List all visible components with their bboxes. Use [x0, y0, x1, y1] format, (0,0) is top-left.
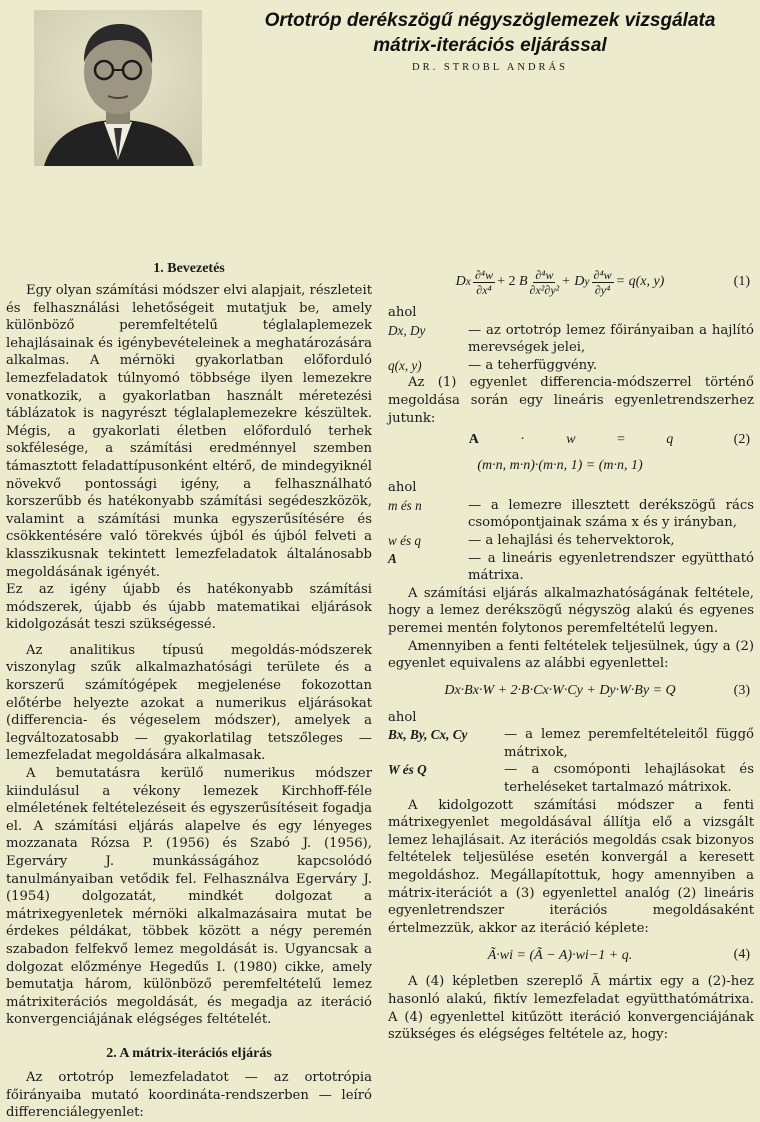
eq2-dims: (m·n, m·n)·(m·n, 1) = (m·n, 1)	[477, 458, 643, 474]
author-portrait	[34, 10, 202, 166]
paragraph: A bemutatásra kerülő numerikus módszer kiindulásul a vékony lemezek Kirchhoff-féle elméletének feltételezéseit és egyszerűsítéseit fogadja el. A számítási eljárás alapelve és egy lényeges mozzanata Rózsa P. (1956) és Szabó J. (1956), Egerváry J. munkásságához kapcsolódó tanulmányaiban vetődik fel. Felhasználva Egerváry J. (1954) dolgozatát, mindkét dolgozat a mátrixegyenletek mérnöki alkalmazásaira mutat be érdekes példákat, többek között a négy peremén szabadon felfekvő lemez megoldását is. Ugyancsak a dolgozat előzménye Hegedűs I. (1980) cikke, amely bemutatja három, különböző peremfeltételű lemez mátrixiterációs megoldását, és megadja az iteráció konvergenciájának elégséges feltételét.	[6, 766, 372, 1028]
paragraph: A kidolgozott számítási módszer a fenti mátrixegyenlet megoldásával állítja elő a vizsgált lemez lehajlásait. Az iterációs megoldás csak bizonyos feltételek teljesülése esetén konvergál a keresett megoldáshoz. Megállapítottuk, hogy amennyiben a mátrix-iterációt a (3) egyenlettel analóg (2) lineáris egyenletrendszer iterációs megoldásaként értelmezzük, akkor az iteráció képlete:	[388, 797, 754, 936]
author-name: DR. STROBL ANDRÁS	[412, 62, 568, 73]
article-title-line-1: Ortotróp derékszögű négyszöglemezek vizsgálata	[264, 10, 716, 31]
definition-row	[388, 497, 754, 532]
definition-text: — a csomóponti lehajlásokat és terheléseket tartalmazó mátrixok.	[504, 762, 754, 796]
equation-number: (4)	[733, 947, 750, 963]
eq1-num-1: ∂⁴w	[474, 267, 494, 282]
definition-row	[388, 550, 754, 585]
eq4-body: Ã·wi = (Ã − A)·wi−1 + q.	[487, 947, 633, 963]
definition-text: — a teherfüggvény.	[468, 357, 598, 373]
portrait-photo	[34, 10, 202, 166]
definition-symbol: q(x, y)	[388, 357, 422, 373]
ahol-label: ahol	[388, 709, 417, 725]
paragraph: Az ortotróp lemezfeladatot — az ortotrópia főirányaiba mutató koordináta-rendszerben — leíró differenciálegyenlet:	[6, 1069, 372, 1121]
equation-1	[388, 260, 754, 304]
eq1-den-2: ∂x²∂y²	[529, 282, 560, 297]
ahol-label: ahol	[388, 480, 417, 496]
eq1-Dx: D	[455, 274, 466, 290]
eq1-num-2: ∂⁴w	[535, 267, 554, 282]
definition-symbol: w és q	[388, 532, 421, 548]
eq2-equals: =	[617, 432, 625, 448]
equation-2-dimensions	[388, 453, 754, 479]
definition-row	[388, 322, 754, 357]
eq3-body: Dx·Bx·W + 2·B·Cx·W·Cy + Dy·W·By = Q	[444, 682, 676, 698]
equation-2	[388, 427, 754, 453]
equation-number: (1)	[733, 274, 750, 290]
eq1-frac-2	[530, 268, 560, 297]
definition-row	[388, 357, 754, 375]
eq1-den-3: ∂y⁴	[594, 282, 611, 297]
eq1-plus-2: + D	[561, 274, 585, 290]
eq1-frac-3	[592, 268, 614, 297]
equation-4	[388, 937, 754, 973]
definition-symbol: A	[388, 550, 397, 566]
definition-row	[388, 726, 754, 761]
eq1-frac-1	[473, 268, 495, 297]
definition-text: — a lineáris egyenletrendszer együttható mátrixa.	[468, 550, 754, 584]
equation-3	[388, 673, 754, 709]
definition-text: — az ortotróp lemez főirányaiban a hajlító merevségek jelei,	[468, 322, 754, 356]
eq1-B: B	[518, 274, 528, 290]
eq1-sub-y: y	[584, 275, 590, 289]
section-heading-1: 1. Bevezetés	[153, 261, 225, 276]
section-heading-2: 2. A mátrix-iterációs eljárás	[106, 1045, 272, 1061]
definition-row	[388, 761, 754, 796]
eq1-plus-1: + 2	[497, 274, 516, 290]
paragraph: A számítási eljárás alkalmazhatóságának feltétele, hogy a lemez derékszögű négyszög alakú és egyenes peremei mentén folytonos peremfeltételű legyen.	[388, 585, 754, 636]
paragraph: A (4) képletben szereplő Ã mártix egy a (2)-hez hasonló alakú, fiktív lemezfeladat együtthatómátrixa. A (4) egyenlettel kitűzött iteráció konvergenciájának szükséges és elégséges feltétele az, hogy:	[388, 974, 754, 1043]
left-column	[6, 260, 372, 1122]
paragraph: Ez az igény újabb és hatékonyabb számítási módszerek, újabb és újabb matematikai eljárások kidolgozását teszi szükségessé.	[6, 582, 372, 633]
paragraph: Amennyiben a fenti feltételek teljesülnek, úgy a (2) egyenlet equivalens az alábbi egyenlettel:	[388, 638, 754, 672]
definition-text: — a lemez peremfeltételeitől függő mátrixok,	[504, 727, 754, 760]
eq1-num-3: ∂⁴w	[593, 267, 612, 282]
ahol-label: ahol	[388, 305, 417, 320]
article-title-line-2: mátrix-iterációs eljárással	[373, 35, 607, 56]
definition-symbol: W és Q	[388, 762, 427, 778]
definition-symbol: Dx, Dy	[388, 322, 426, 338]
definition-row	[388, 532, 754, 550]
paragraph: Egy olyan számítási módszer elvi alapjait, részleteit és felhasználási lehetőségeit mutatjuk be, amely különböző peremfeltételű téglalaplemezek lehajlásainak és igénybevételeinek a meghatározására alkalmas. A mérnöki gyakorlatban előforduló lemezfeladatok túlnyomó többsége ilyen lemezekre vonatkozik, a gyakorlatban használt méretezési táblázatok is nagyrészt téglalaplemezekre készültek. Mégis, a gyakorlati életben előforduló terhek sokfélesége, a számítási eredménnyel szemben támasztott feladattípusonként eltérő, de mindegyiknél növekvő pontossági igény, a felhasználható korszerűbb és hatékonyabb számítási segédeszközök, valamint a számítási munka egyszerűsítésére és csökkentésére való törekvés újból és újból felveti a klasszikusnak tekintett lemezfeladatok általánosabb megoldásának igényét.	[6, 283, 372, 580]
definition-symbol: Bx, By, Cx, Cy	[388, 727, 468, 743]
paragraph: Az (1) egyenlet differencia-módszerrel történő megoldása során egy lineáris egyenletrendszerhez jutunk:	[388, 375, 754, 426]
definition-text: — a lehajlási és tehervektorok,	[468, 532, 675, 548]
eq1-rhs: = q(x, y)	[615, 274, 665, 290]
eq2-A: A	[468, 432, 479, 448]
eq2-q: q	[666, 432, 674, 448]
eq1-sub-x: x	[465, 275, 471, 289]
article-header	[225, 8, 755, 73]
equation-number: (2)	[733, 432, 750, 448]
equation-number: (3)	[733, 682, 750, 698]
eq2-dot: ·	[520, 432, 525, 448]
definition-text: — a lemezre illesztett derékszögű rács csomópontjainak száma x és y irányban,	[468, 497, 754, 531]
right-column	[388, 260, 754, 1044]
definition-symbol: m és n	[388, 497, 422, 513]
eq1-den-1: ∂x⁴	[476, 282, 492, 297]
eq2-w: w	[566, 432, 576, 448]
paragraph: Az analitikus típusú megoldás-módszerek viszonylag szűk alkalmazhatósági területe és a korszerű számítógépek megjelenése fokozottan előtérbe helyezte azokat a numerikus eljárásokat (differencia- és végeselem módszer), amelyek a legváltozatosabb — gyakorlatilag tetszőleges — lemezfeladat megoldására alkalmasak.	[6, 642, 372, 764]
